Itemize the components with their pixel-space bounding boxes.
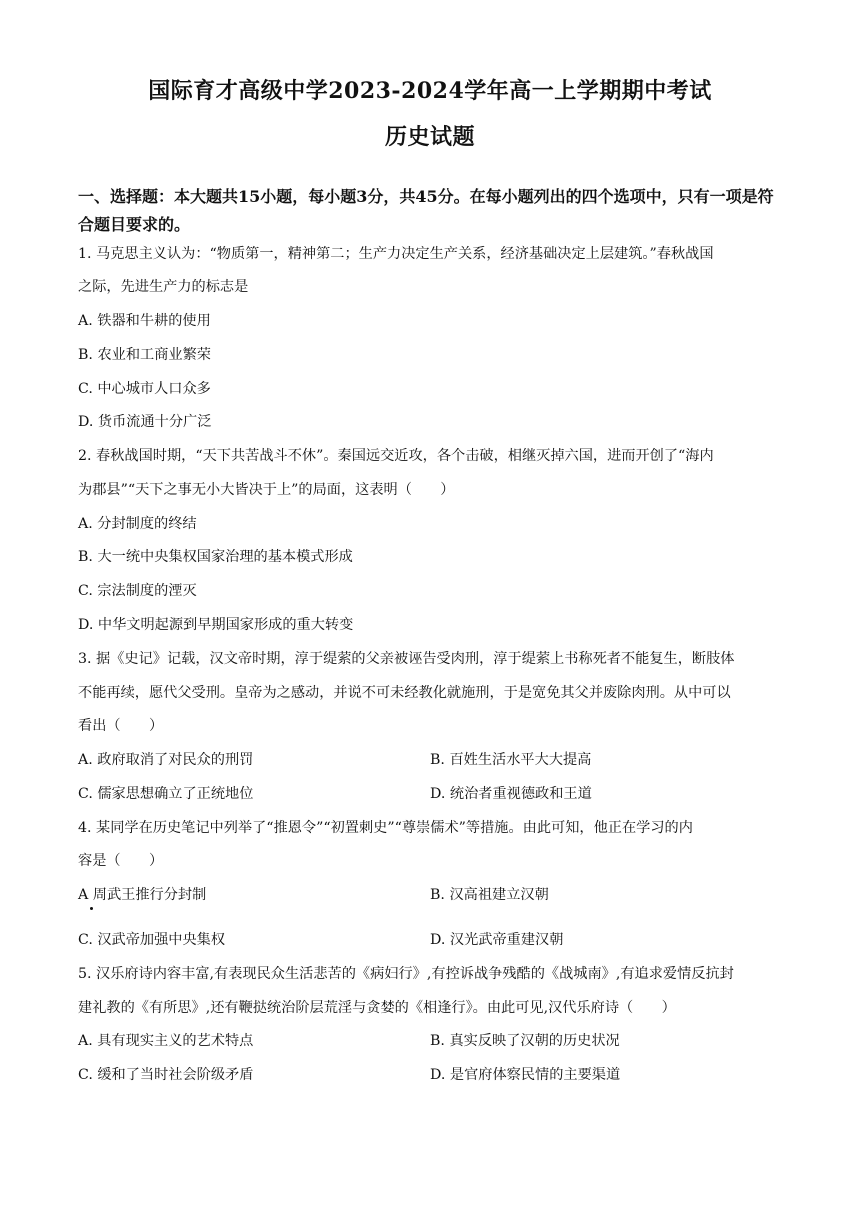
question-3-option-d: D. 统治者重视德政和王道	[430, 786, 592, 802]
question-5-option-b: B. 真实反映了汉朝的历史状况	[430, 1033, 620, 1049]
question-4-option-b: B. 汉高祖建立汉朝	[430, 887, 549, 903]
question-1-option-c: C. 中心城市人口众多	[78, 381, 211, 397]
question-2-option-a: A. 分封制度的终结	[78, 516, 197, 532]
question-2-option-c: C. 宗法制度的湮灭	[78, 583, 197, 599]
question-4-stem-line-2: 容是（ ）	[78, 853, 164, 869]
question-2-stem-line-1: 2. 春秋战国时期，“天下共苦战斗不休”。秦国远交近攻，各个击破，相继灭掉六国，进而开创了“海内	[78, 448, 714, 464]
question-5-stem-line-1: 5. 汉乐府诗内容丰富,有表现民众生活悲苦的《病妇行》,有控诉战争残酷的《战城南》,有追求爱情反抗封	[78, 966, 734, 982]
question-3-stem-line-1: 3. 据《史记》记载，汉文帝时期，淳于缇萦的父亲被诬告受肉刑，淳于缇萦上书称死者不能复生，断肢体	[78, 651, 735, 667]
question-1-stem-line-1: 1. 马克思主义认为：“物质第一，精神第二；生产力决定生产关系，经济基础决定上层建筑。”春秋战国	[78, 246, 714, 262]
option-marker-dot	[90, 907, 93, 910]
question-1-option-d: D. 货币流通十分广泛	[78, 414, 212, 430]
question-4-stem-line-1: 4. 某同学在历史笔记中列举了“推恩令”“初置刺史”“尊崇儒术”等措施。由此可知，他正在学习的内	[78, 820, 693, 836]
question-2-stem-line-2: 为郡县”“天下之事无小大皆决于上”的局面，这表明（ ）	[78, 482, 455, 498]
question-1-stem-line-2: 之际，先进生产力的标志是	[78, 279, 249, 295]
question-1-option-b: B. 农业和工商业繁荣	[78, 347, 211, 363]
question-4-option-c: C. 汉武帝加强中央集权	[78, 932, 226, 948]
question-5-stem-line-2: 建礼教的《有所思》,还有鞭挞统治阶层荒淫与贪婪的《相逢行》。由此可见,汉代乐府诗（ ）	[78, 1000, 676, 1016]
question-3-stem-line-2: 不能再续，愿代父受刑。皇帝为之感动，并说不可未经教化就施刑，于是宽免其父并废除肉刑。从中可以	[78, 685, 731, 701]
exam-title: 国际育才高级中学2023-2024学年高一上学期期中考试	[148, 78, 712, 104]
question-3-stem-line-3: 看出（ ）	[78, 718, 164, 734]
question-3-option-b: B. 百姓生活水平大大提高	[430, 752, 592, 768]
question-2-option-d: D. 中华文明起源到早期国家形成的重大转变	[78, 617, 354, 633]
section-heading: 一、选择题：本大题共15小题，每小题3分，共45分。在每小题列出的四个选项中，只有一项是符合题目要求的。	[78, 187, 774, 234]
question-1-option-a: A. 铁器和牛耕的使用	[78, 313, 211, 329]
question-5-option-a: A. 具有现实主义的艺术特点	[78, 1033, 254, 1049]
question-4-option-a: A 周武王推行分封制	[78, 887, 207, 903]
question-2-option-b: B. 大一统中央集权国家治理的基本模式形成	[78, 549, 353, 565]
question-5-option-d: D. 是官府体察民情的主要渠道	[430, 1067, 621, 1083]
exam-subtitle: 历史试题	[384, 124, 475, 150]
question-3-option-a: A. 政府取消了对民众的刑罚	[78, 752, 254, 768]
question-4-option-d: D. 汉光武帝重建汉朝	[430, 932, 564, 948]
question-5-option-c: C. 缓和了当时社会阶级矛盾	[78, 1067, 254, 1083]
question-3-option-c: C. 儒家思想确立了正统地位	[78, 786, 254, 802]
